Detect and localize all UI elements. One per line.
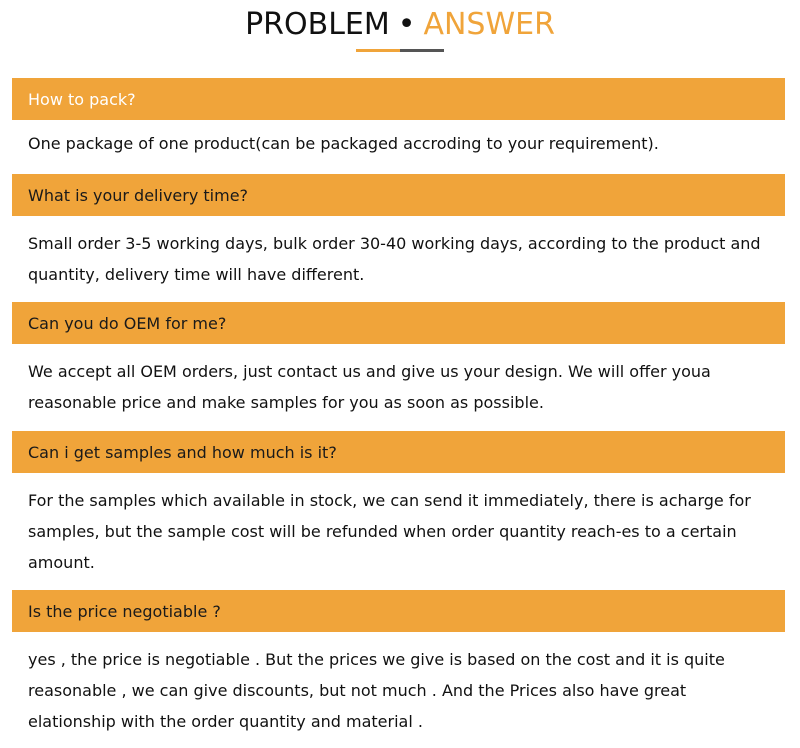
faq-question: How to pack? [12,78,785,120]
faq-item-price [12,590,785,737]
faq-answer: One package of one product(can be packaged accroding to your requirement). [28,134,659,153]
faq-item-delivery [12,174,785,290]
title-separator: • [397,7,416,42]
header [0,0,800,60]
faq-answer: Small order 3-5 working days, bulk order 30-40 working days, according to the product and quantity, delivery time will have different. [28,234,761,284]
title-answer: ANSWER [423,7,555,42]
faq-question: Can i get samples and how much is it? [12,431,785,473]
page-title [0,7,800,43]
faq-question: Can you do OEM for me? [12,302,785,344]
faq-question: What is your delivery time? [12,174,785,216]
faq-item-samples [12,431,785,578]
faq-question: Is the price negotiable ? [12,590,785,632]
faq-answer: For the samples which available in stock, we can send it immediately, there is acharge for samples, but the sample cost will be refunded when order quantity reach-es to a certain amount. [28,491,751,572]
title-problem: PROBLEM [245,7,390,42]
title-underline [356,49,444,52]
faq-answer: yes , the price is negotiable . But the prices we give is based on the cost and it is quite reasonable , we can give discounts, but not much . And the Prices also have great elationship with the order quantity and material . [28,650,725,731]
underline-dark-segment [400,49,444,52]
faq-item-oem [12,302,785,418]
underline-accent-segment [356,49,400,52]
faq-item-pack [12,78,785,159]
faq-answer: We accept all OEM orders, just contact us and give us your design. We will offer youa reasonable price and make samples for you as soon as possible. [28,362,711,412]
